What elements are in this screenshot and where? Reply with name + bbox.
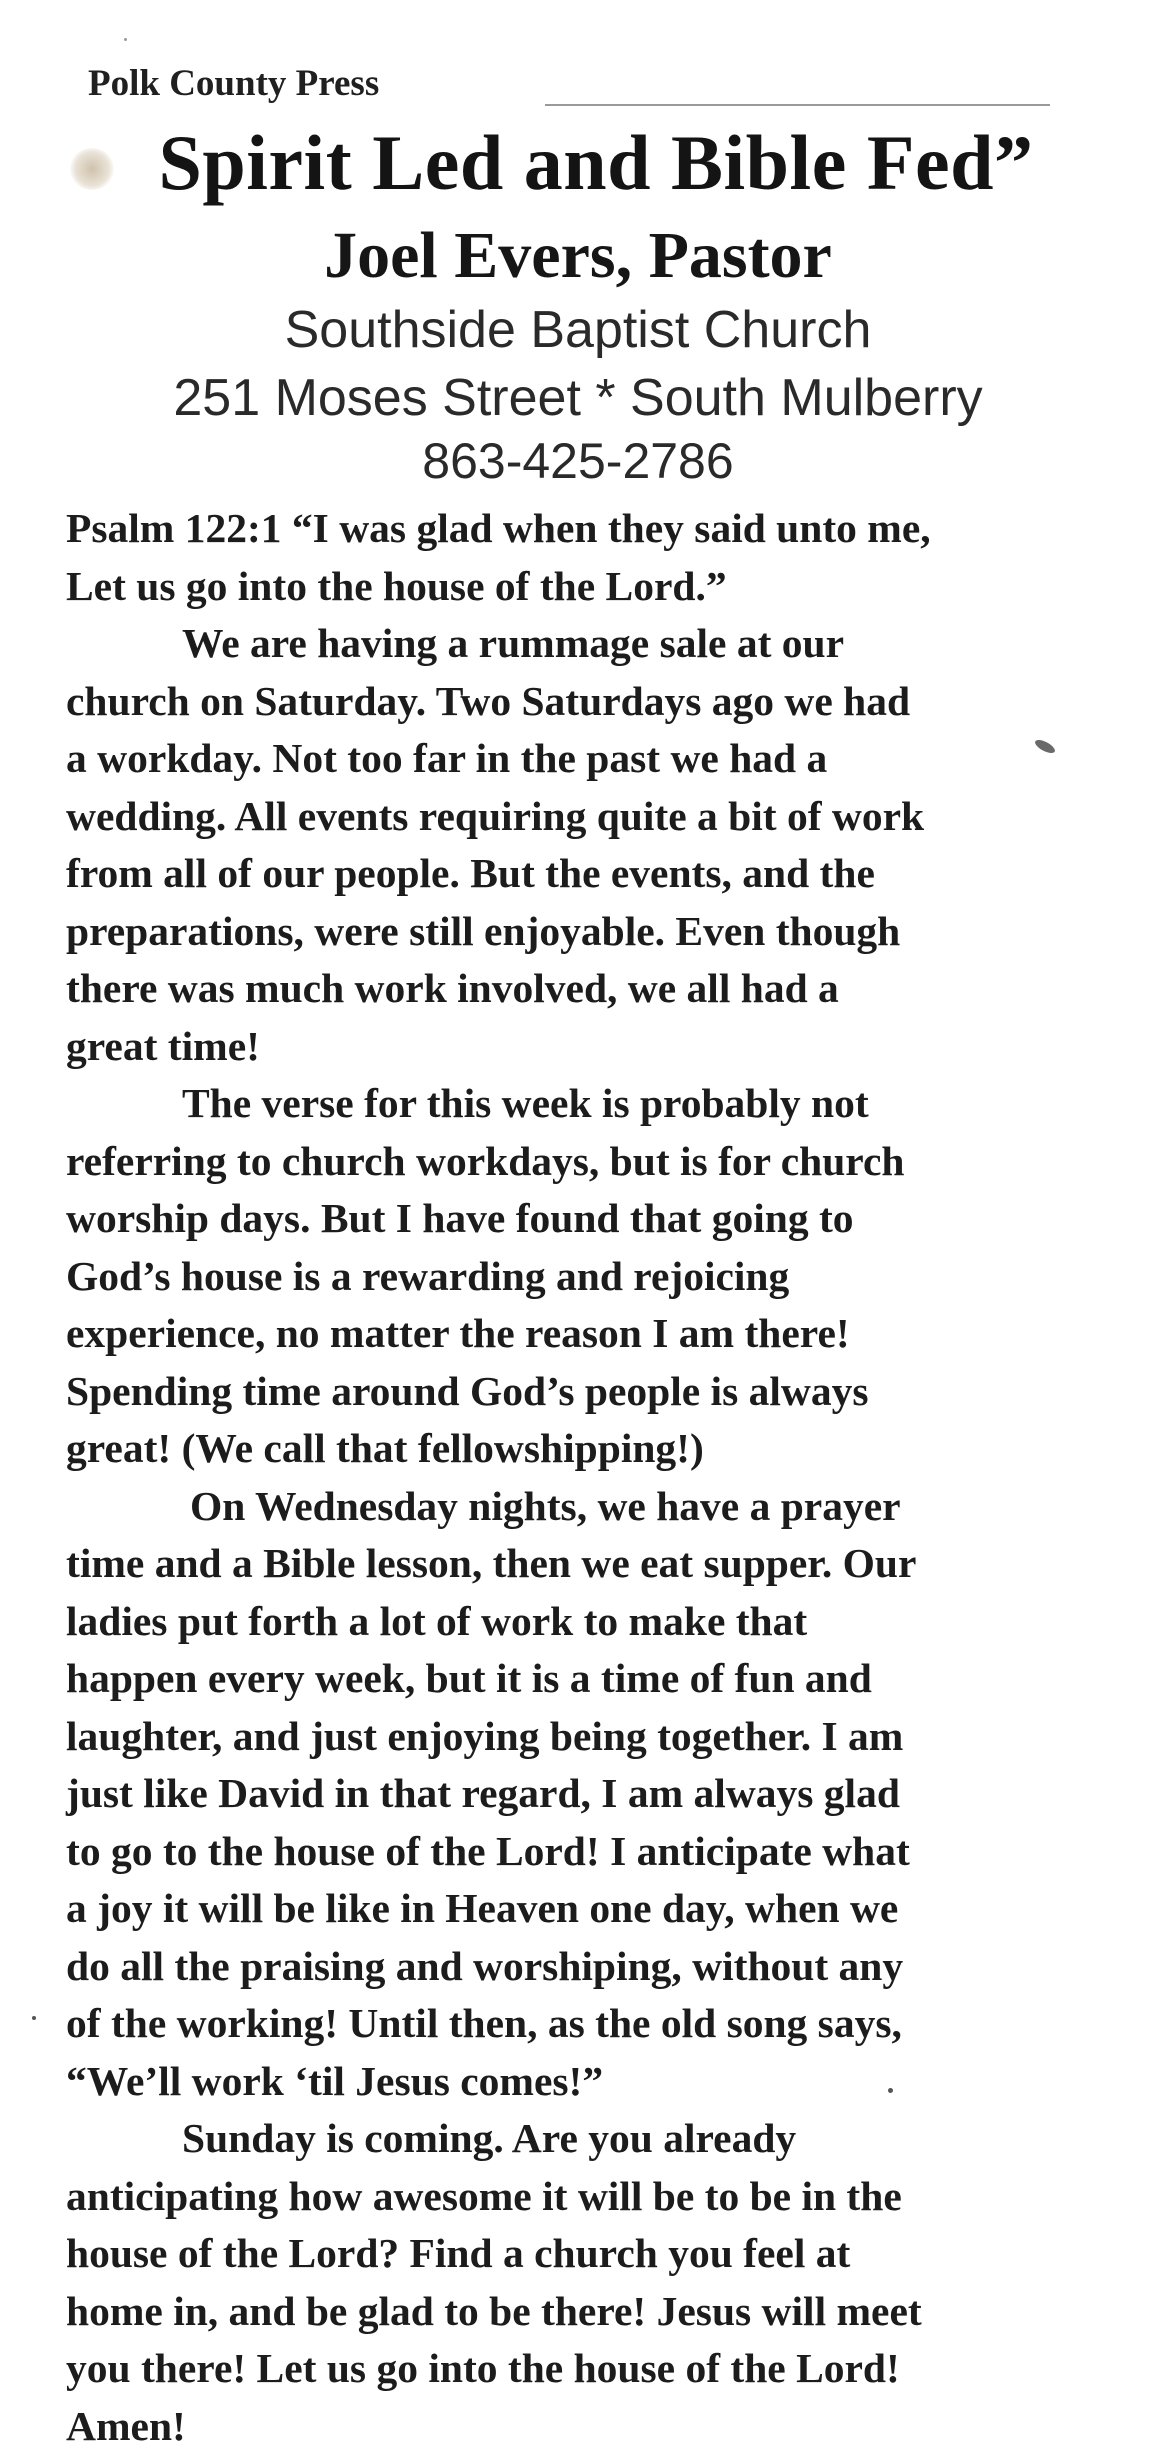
publication-name: Polk County Press	[88, 62, 379, 105]
paragraph-line: The verse for this week is probably not	[66, 1075, 1136, 1133]
paragraph-line: you there! Let us go into the house of the Lord!	[66, 2340, 1136, 2398]
paragraph-verse-meaning	[66, 1075, 1136, 1478]
paragraph-line: anticipating how awesome it will be to be in the	[66, 2168, 1136, 2226]
paragraph-line: We are having a rummage sale at our	[66, 615, 1136, 673]
paragraph-wednesday-nights	[66, 1478, 1136, 2111]
paragraph-line: a workday. Not too far in the past we had a	[66, 730, 1136, 788]
scripture-quote	[66, 500, 1136, 615]
column-headline	[0, 118, 1156, 208]
paragraph-line: ladies put forth a lot of work to make that	[66, 1593, 1136, 1651]
paragraph-line: just like David in that regard, I am always glad	[66, 1765, 1136, 1823]
paragraph-line: referring to church workdays, but is for church	[66, 1133, 1136, 1191]
paragraph-line: Amen!	[66, 2398, 1136, 2455]
paragraph-line: Sunday is coming. Are you already	[66, 2110, 1136, 2168]
paragraph-line: preparations, were still enjoyable. Even though	[66, 903, 1136, 961]
paragraph-line: On Wednesday nights, we have a prayer	[66, 1478, 1136, 1536]
paragraph-line: a joy it will be like in Heaven one day, when we	[66, 1880, 1136, 1938]
paragraph-rummage-sale	[66, 615, 1136, 1075]
paragraph-line: church on Saturday. Two Saturdays ago we had	[66, 673, 1136, 731]
paragraph-line: Spending time around God’s people is always	[66, 1363, 1136, 1421]
paragraph-line: God’s house is a rewarding and rejoicing	[66, 1248, 1136, 1306]
scripture-line: Psalm 122:1 “I was glad when they said unto me,	[66, 500, 1136, 558]
paragraph-line: of the working! Until then, as the old song says,	[66, 1995, 1136, 2053]
paragraph-line: wedding. All events requiring quite a bit of work	[66, 788, 1136, 846]
paragraph-line: worship days. But I have found that going to	[66, 1190, 1136, 1248]
paragraph-line: time and a Bible lesson, then we eat supper. Our	[66, 1535, 1136, 1593]
top-rule	[545, 104, 1050, 106]
paragraph-line: from all of our people. But the events, and the	[66, 845, 1136, 903]
paragraph-line: house of the Lord? Find a church you feel at	[66, 2225, 1136, 2283]
article-body	[66, 500, 1136, 2455]
scan-speck	[32, 2016, 36, 2020]
paragraph-line: experience, no matter the reason I am there!	[66, 1305, 1136, 1363]
paragraph-line: laughter, and just enjoying being together. I am	[66, 1708, 1136, 1766]
church-name: Southside Baptist Church	[0, 300, 1156, 360]
paragraph-line: happen every week, but it is a time of fun and	[66, 1650, 1136, 1708]
pastor-name: Joel Evers, Pastor	[0, 218, 1156, 294]
scripture-line: Let us go into the house of the Lord.”	[66, 558, 1136, 616]
paragraph-line: great time!	[66, 1018, 1136, 1076]
headline-text: Spirit Led and Bible Fed”	[123, 119, 1034, 206]
scan-speck	[888, 2088, 893, 2093]
church-address: 251 Moses Street * South Mulberry	[0, 368, 1156, 428]
paragraph-sunday-coming	[66, 2110, 1136, 2455]
paragraph-line: home in, and be glad to be there! Jesus will meet	[66, 2283, 1136, 2341]
church-phone: 863-425-2786	[0, 432, 1156, 490]
paragraph-line: great! (We call that fellowshipping!)	[66, 1420, 1136, 1478]
paragraph-line: there was much work involved, we all had a	[66, 960, 1136, 1018]
paragraph-line: to go to the house of the Lord! I anticipate what	[66, 1823, 1136, 1881]
scan-speck	[124, 38, 127, 41]
paragraph-line: do all the praising and worshiping, without any	[66, 1938, 1136, 1996]
paragraph-line: “We’ll work ‘til Jesus comes!”	[66, 2053, 1136, 2111]
